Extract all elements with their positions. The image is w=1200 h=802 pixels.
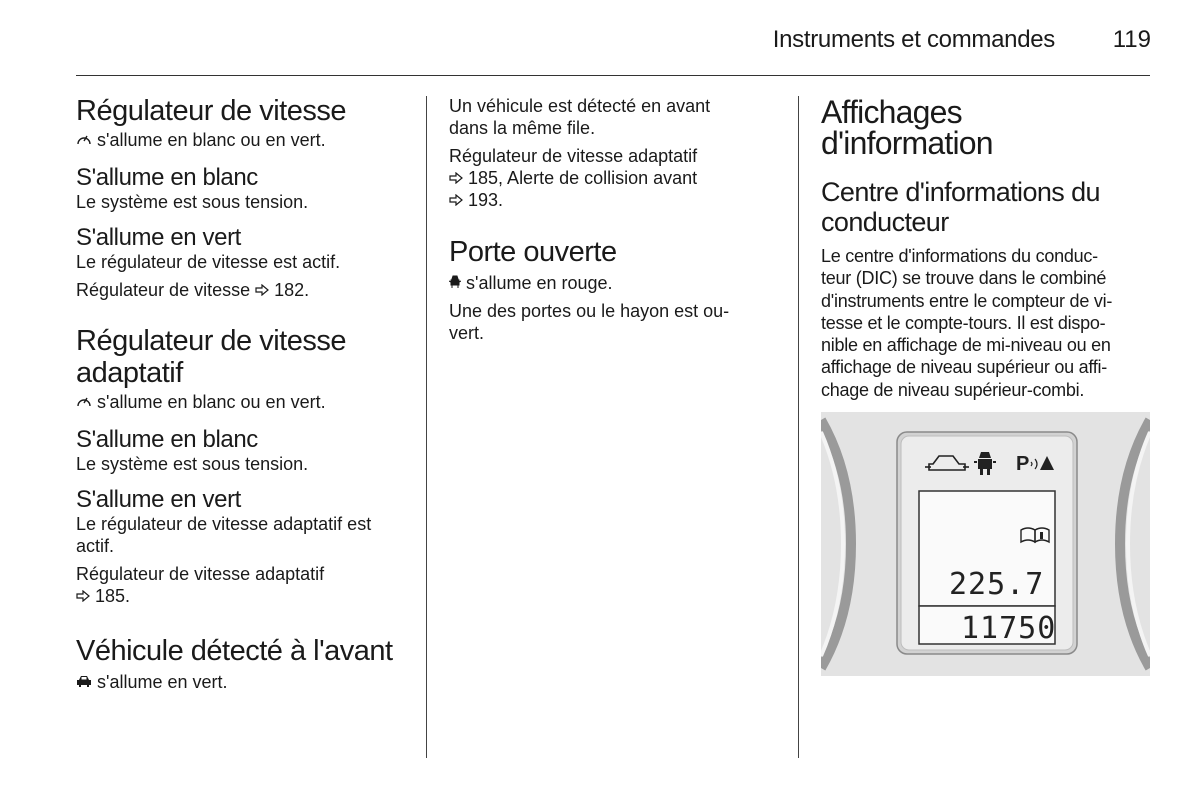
- column-divider-2: [798, 96, 799, 758]
- dic-body: Le centre d'informations du conduc- teur (DIC) se trouve dans le combiné d'instruments entre le compteur de vi- tesse et le compte-tours. Il est dispo- nible en affichage de mi-niveau ou en affichage de niveau supérieur ou affi- chage de niveau supérieur-combi.: [821, 246, 1113, 400]
- adaptive-white-heading: S'allume en blanc: [76, 426, 258, 453]
- cruise-green-text: Le régulateur de vitesse est actif.: [76, 252, 341, 272]
- adaptive-reference: Régulateur de vitesse adaptatif 185.: [76, 564, 325, 606]
- adaptive-cruise-heading: Régulateur de vitesse adaptatif: [76, 325, 346, 389]
- running-header-title: Instruments et commandes: [772, 26, 1055, 53]
- door-open-icon: [449, 275, 461, 289]
- header-rule: [76, 75, 1150, 76]
- reference-arrow-icon: [449, 172, 463, 184]
- cruise-white-text: Le système est sous tension.: [76, 192, 309, 212]
- dic-heading: Centre d'informations du conducteur: [821, 177, 1100, 237]
- vehicle-ahead-intro: s'allume en vert.: [76, 671, 416, 693]
- reference-arrow-icon: [255, 284, 269, 296]
- vehicle-detected-text: Un véhicule est détecté en avant dans la même file.: [449, 96, 711, 138]
- left-gauge-ring: [821, 420, 851, 668]
- odometer-reading: 11750: [961, 611, 1057, 646]
- vehicle-detected-references: Régulateur de vitesse adaptatif 185, Alerte de collision avant 193.: [449, 146, 698, 210]
- cruise-reference: Régulateur de vitesse 182.: [76, 280, 310, 300]
- cruise-green-heading: S'allume en vert: [76, 224, 241, 251]
- trip-reading: 225.7: [949, 567, 1045, 602]
- adaptive-green-heading: S'allume en vert: [76, 486, 241, 513]
- instrument-cluster-figure: [821, 412, 1150, 676]
- door-open-intro: s'allume en rouge.: [449, 272, 789, 294]
- vehicle-ahead-heading: Véhicule détecté à l'avant: [76, 635, 393, 667]
- door-open-text: Une des portes ou le hayon est ou- vert.: [449, 301, 730, 343]
- column-3: [821, 94, 1156, 401]
- column-2: [449, 95, 789, 344]
- adaptive-white-text: Le système est sous tension.: [76, 454, 309, 474]
- vehicle-ahead-icon: [76, 674, 92, 688]
- adaptive-intro: s'allume en blanc ou en vert.: [76, 391, 416, 413]
- reference-arrow-icon: [449, 194, 463, 206]
- cruise-control-icon: [76, 394, 92, 408]
- park-assist-label: P: [1016, 453, 1030, 475]
- cruise-control-icon: [76, 132, 92, 146]
- right-gauge-ring: [1120, 420, 1150, 668]
- cruise-white-heading: S'allume en blanc: [76, 164, 258, 191]
- instrument-cluster-drawing: [821, 412, 1150, 676]
- cruise-heading: Régulateur de vitesse: [76, 95, 346, 127]
- adaptive-green-text: Le régulateur de vitesse adaptatif est actif.: [76, 514, 372, 556]
- cruise-intro: s'allume en blanc ou en vert.: [76, 129, 416, 151]
- column-1: [76, 92, 416, 693]
- reference-arrow-icon: [76, 590, 90, 602]
- page-number: 119: [1112, 26, 1151, 53]
- column-divider-1: [426, 96, 427, 758]
- door-open-heading: Porte ouverte: [449, 236, 617, 268]
- info-displays-heading: Affichages d'information: [821, 94, 993, 161]
